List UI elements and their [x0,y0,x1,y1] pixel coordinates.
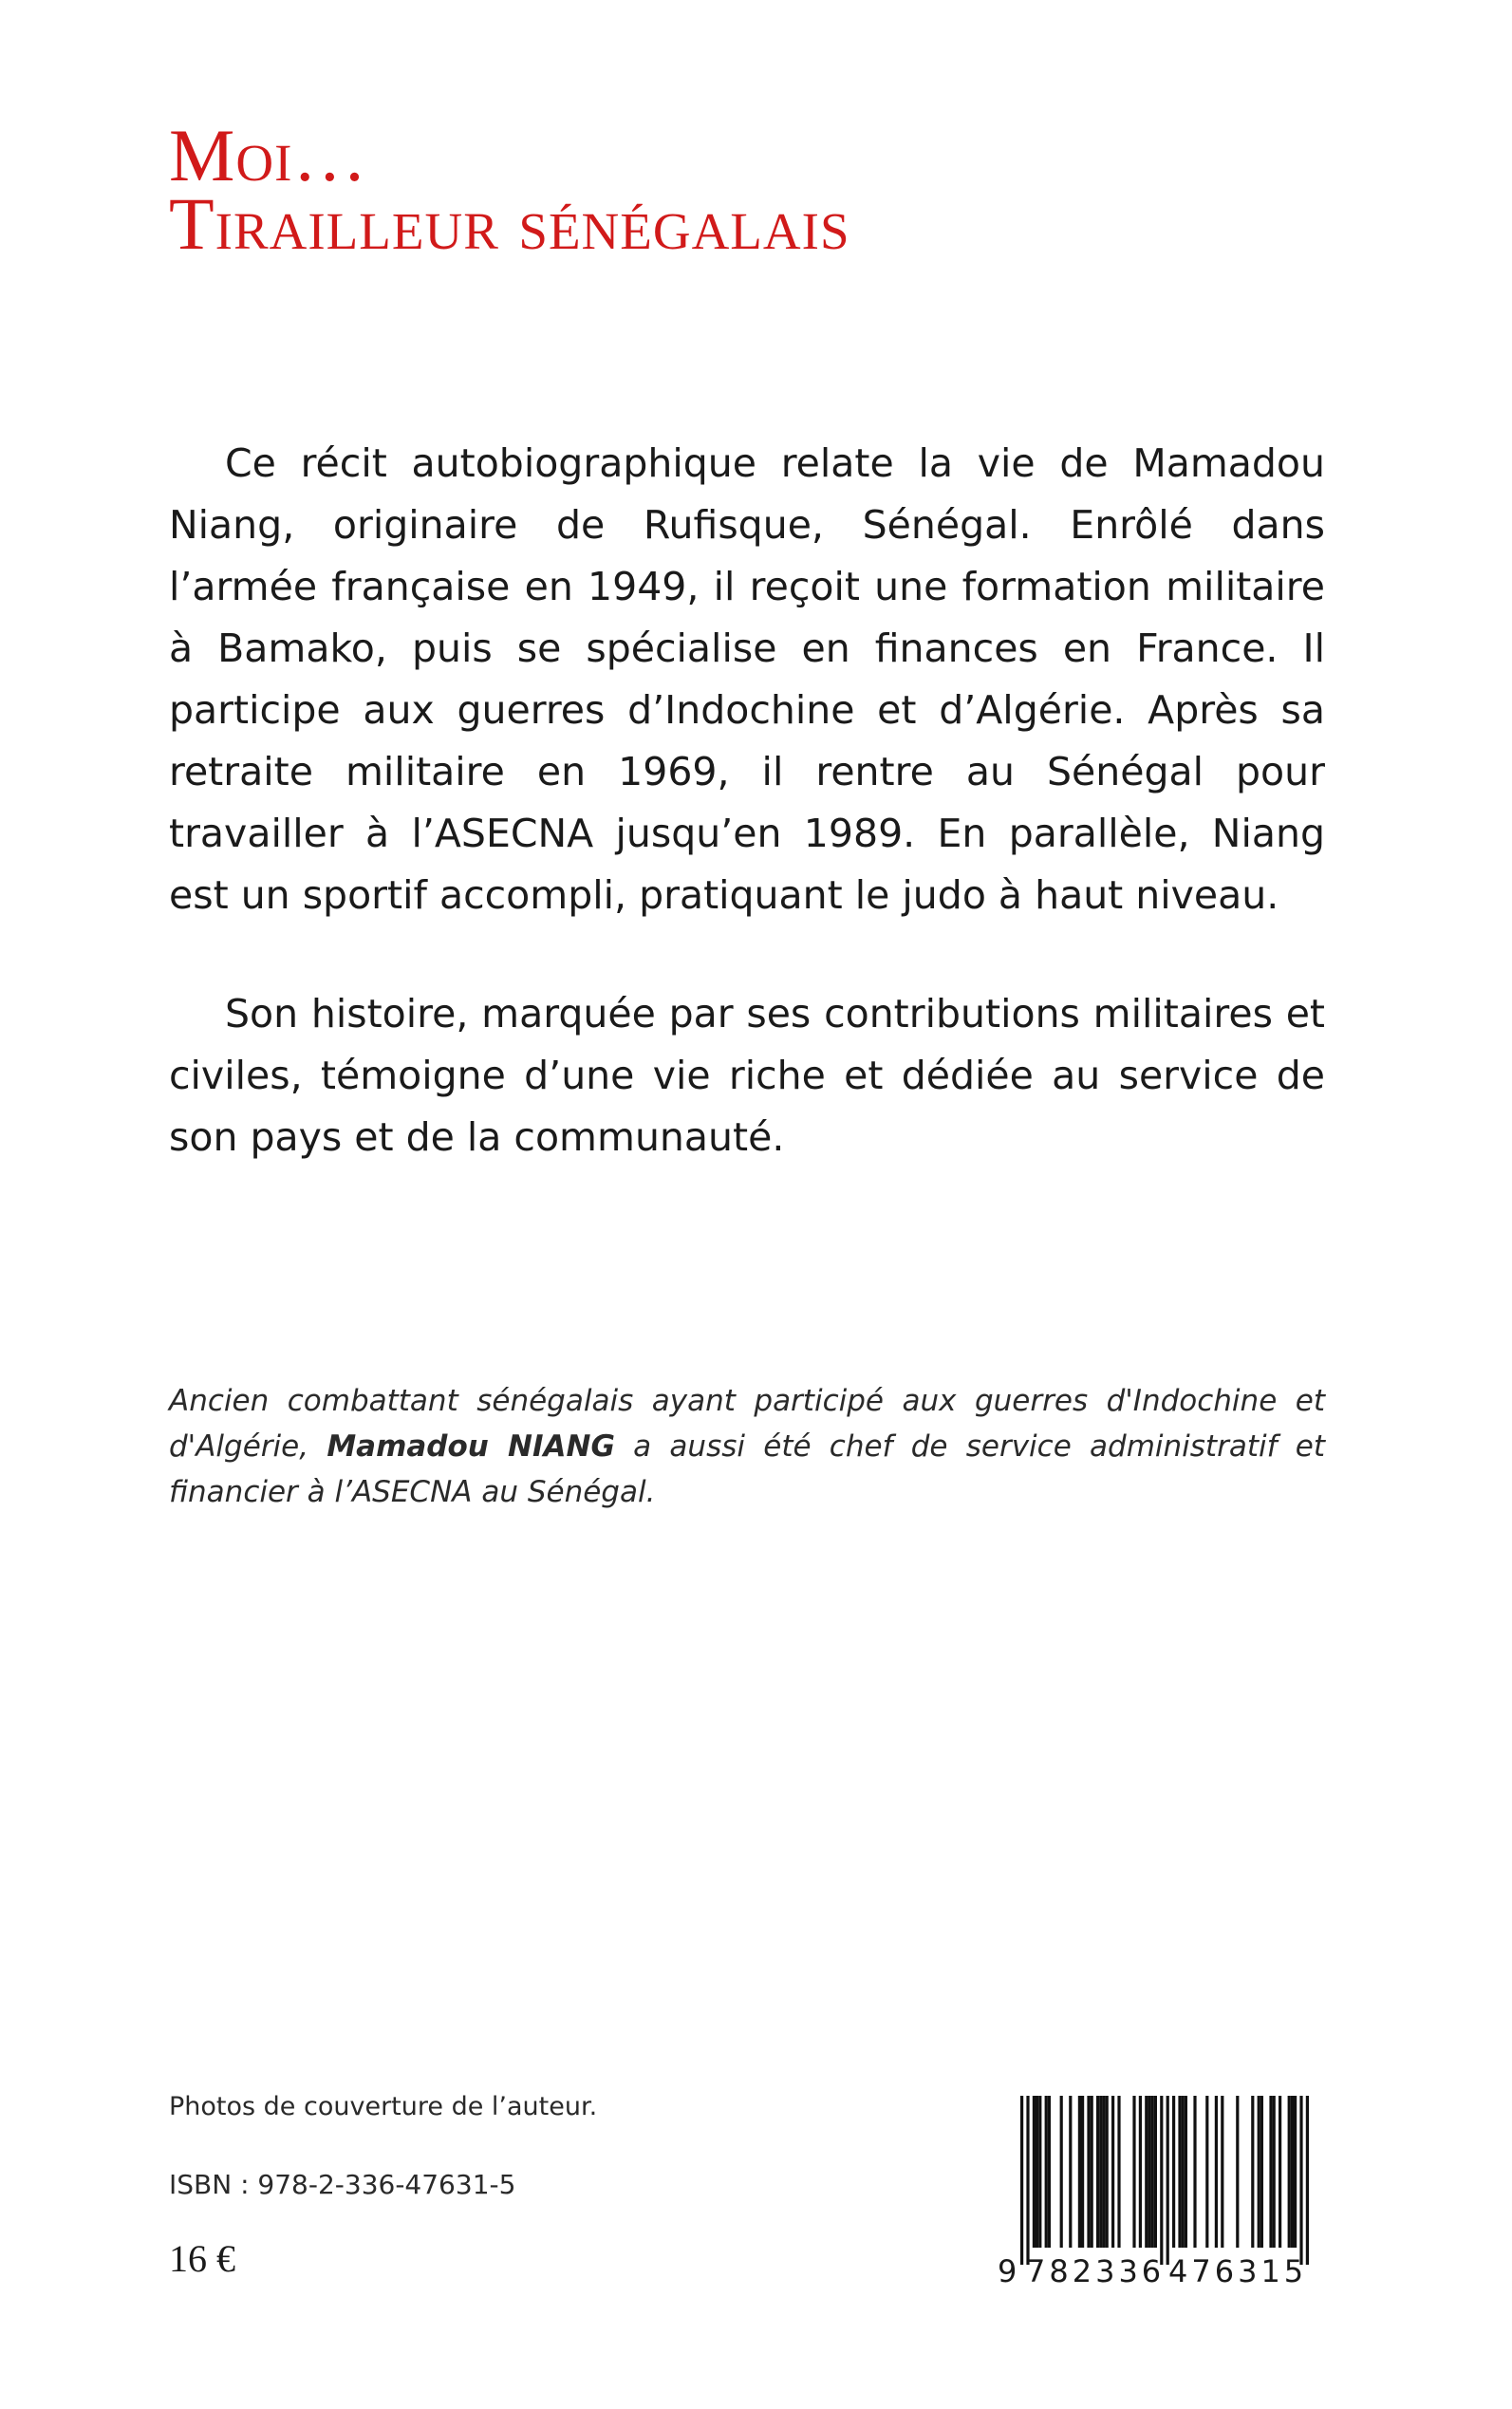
barcode-bar [1258,2096,1260,2248]
barcode [999,2096,1322,2293]
photo-credits: Photos de couverture de l’auteur. [169,2092,598,2121]
book-summary [169,433,1325,1168]
barcode-bar [1139,2096,1142,2248]
barcode-bar [1221,2096,1223,2248]
barcode-bar [1145,2096,1148,2248]
barcode-bar [1185,2096,1187,2248]
barcode-bar [1069,2096,1072,2248]
barcode-bar [1048,2096,1051,2248]
barcode-bar [1193,2096,1196,2248]
barcode-bar [1096,2096,1099,2248]
barcode-guard-bar [1026,2096,1029,2265]
barcode-left-digits: 782336 [1026,2253,1166,2289]
barcode-bar [1269,2096,1272,2248]
barcode-bar [1033,2096,1036,2248]
barcode-bar [1294,2096,1297,2248]
barcode-guard-bar [1160,2096,1163,2265]
barcode-guard-bar [1306,2096,1309,2265]
barcode-bar [1117,2096,1120,2248]
barcode-bar [1288,2096,1291,2248]
barcode-digits [999,2250,1322,2293]
isbn-line: ISBN : 978-2-336-47631-5 [169,2169,516,2200]
barcode-bar [1102,2096,1105,2248]
barcode-bar [1151,2096,1154,2248]
barcode-bar [1236,2096,1239,2248]
barcode-bar [1091,2096,1093,2248]
barcode-bar [1081,2096,1084,2248]
summary-paragraph-1: Ce récit autobiographique relate la vie de Mamadou Niang, originaire de Rufisque, Sénégal. Enrôlé dans l’armée française en 1949, il reçoit une formation militaire à Bamako, puis se spécialise en finances en France. Il participe aux guerres d’Indochine et d’Algérie. Après sa retraite militaire en 1969, il rentre au Sénégal pour travailler à l’ASECNA jusqu’en 1989. En parallèle, Niang est un sportif accompli, pratiquant le judo à haut niveau. [169,440,1325,918]
barcode-bar [1045,2096,1048,2248]
summary-paragraph-2: Son histoire, marquée par ses contributions militaires et civiles, témoigne d’une vie riche et dédiée au service de son pays et de la communauté. [169,991,1325,1160]
price-label: 16 € [169,2237,235,2280]
author-name: Mamadou NIANG [327,1429,615,1464]
barcode-bar [1205,2096,1208,2248]
barcode-bar [1132,2096,1135,2248]
author-bio-before: Ancien combattant sénégalais ayant participé aux guerres d'Indochine et d'Algérie, [169,1384,1325,1464]
barcode-bar [1291,2096,1294,2248]
barcode-bar [1106,2096,1109,2248]
barcode-guard-bar [1299,2096,1302,2265]
barcode-bar [1154,2096,1157,2248]
title-line-2: Tirailleur sénégalais [169,182,850,265]
barcode-bar [1111,2096,1114,2248]
barcode-guard-bar [1167,2096,1169,2265]
barcode-bar [1172,2096,1175,2248]
barcode-bar [1273,2096,1276,2248]
barcode-bar [1279,2096,1281,2248]
barcode-bar [1099,2096,1102,2248]
barcode-bar [1036,2096,1038,2248]
author-bio [169,1378,1325,1515]
book-title [169,114,850,265]
barcode-bar [1251,2096,1254,2248]
barcode-bar [1148,2096,1150,2248]
barcode-guard-bar [1020,2096,1023,2265]
barcode-bar [1182,2096,1185,2248]
barcode-bar [1038,2096,1041,2248]
barcode-bar [1060,2096,1063,2248]
barcode-bar [1178,2096,1181,2248]
author-bio-after: a aussi été chef de service administratif et financier à l’ASECNA au Sénégal. [169,1429,1325,1509]
barcode-bar [1260,2096,1263,2248]
barcode-first-digit: 9 [998,2253,1017,2289]
title-line-1: Moi… [169,114,368,196]
barcode-right-digits: 476315 [1168,2253,1308,2289]
barcode-bar [1078,2096,1081,2248]
barcode-bar [1215,2096,1218,2248]
barcode-bar [1087,2096,1090,2248]
